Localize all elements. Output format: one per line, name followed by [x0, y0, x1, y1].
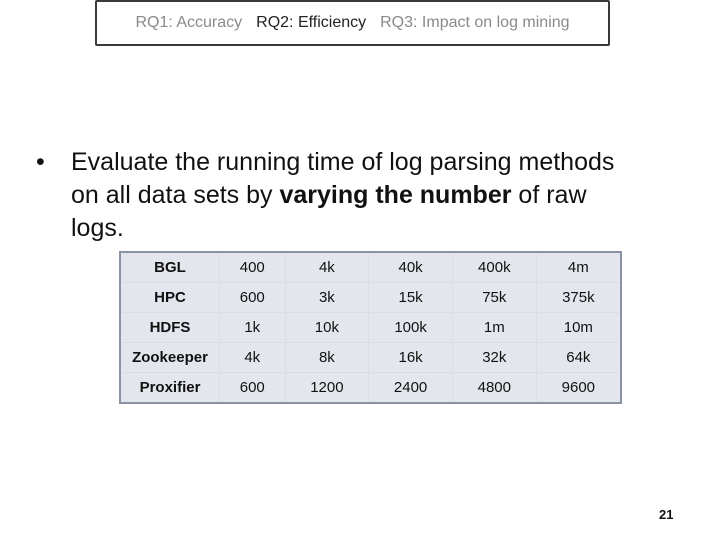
table-cell: 400: [220, 252, 286, 283]
table-cell: 4k: [220, 343, 286, 373]
table-cell: 10m: [536, 313, 621, 343]
table-cell: 1200: [285, 373, 369, 404]
dataset-name: BGL: [120, 252, 220, 283]
table-cell: 4800: [452, 373, 536, 404]
bullet-point: [36, 146, 626, 245]
table-cell: 75k: [452, 283, 536, 313]
dataset-sizes-table: [119, 251, 622, 404]
table-cell: 40k: [369, 252, 453, 283]
table-cell: 10k: [285, 313, 369, 343]
table-row: [120, 313, 621, 343]
table-cell: 600: [220, 283, 286, 313]
dataset-name: HDFS: [120, 313, 220, 343]
bullet-text-plain-2: of raw logs.: [71, 181, 587, 242]
table-cell: 16k: [369, 343, 453, 373]
table-cell: 4m: [536, 252, 621, 283]
bullet-dot-icon: •: [36, 148, 45, 176]
dataset-name: HPC: [120, 283, 220, 313]
bullet-text: [36, 146, 626, 245]
research-questions-header: [95, 0, 610, 46]
table-cell: 15k: [369, 283, 453, 313]
table-cell: 9600: [536, 373, 621, 404]
table-row: [120, 252, 621, 283]
table-cell: 4k: [285, 252, 369, 283]
table-cell: 8k: [285, 343, 369, 373]
bullet-text-plain-1: Evaluate the running time of log parsing methods on all data sets by: [71, 148, 615, 209]
table-cell: 600: [220, 373, 286, 404]
table-cell: 100k: [369, 313, 453, 343]
table-row: [120, 373, 621, 404]
rq2-label-active: RQ2: Efficiency: [256, 14, 367, 31]
rq3-label: RQ3: Impact on log mining: [380, 14, 570, 31]
table-cell: 2400: [369, 373, 453, 404]
table-cell: 3k: [285, 283, 369, 313]
rq1-label: RQ1: Accuracy: [135, 14, 243, 31]
table-row: [120, 283, 621, 313]
table-cell: 1m: [452, 313, 536, 343]
page-number: 21: [659, 507, 674, 522]
table-cell: 375k: [536, 283, 621, 313]
dataset-name: Zookeeper: [120, 343, 220, 373]
table-cell: 64k: [536, 343, 621, 373]
bullet-text-bold: varying the number: [279, 181, 512, 209]
table-cell: 1k: [220, 313, 286, 343]
dataset-name: Proxifier: [120, 373, 220, 404]
table-cell: 32k: [452, 343, 536, 373]
table-cell: 400k: [452, 252, 536, 283]
table-row: [120, 343, 621, 373]
